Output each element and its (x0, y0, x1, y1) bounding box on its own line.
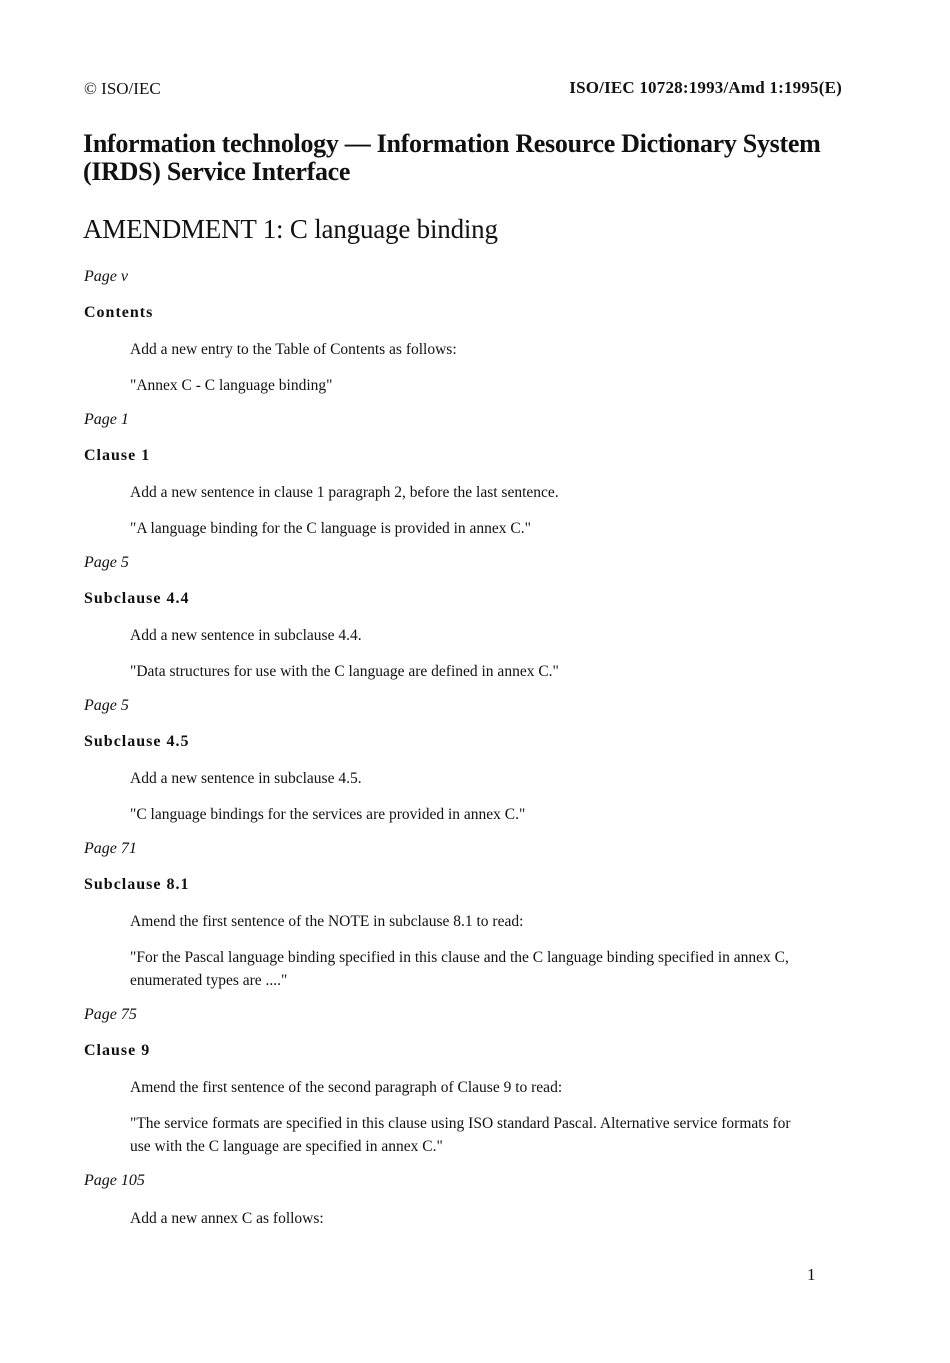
page-reference: Page 105 (84, 1172, 145, 1189)
amendment-text: "Data structures for use with the C language are defined in annex C." (130, 663, 559, 680)
amendment-section (84, 839, 824, 992)
clause-heading: Subclause 4.4 (84, 590, 190, 607)
page-reference: Page 1 (84, 411, 129, 428)
amendment-section (84, 553, 824, 683)
amendment-text: "Annex C - C language binding" (130, 377, 333, 394)
page-number: 1 (807, 1265, 816, 1284)
clause-heading: Subclause 8.1 (84, 876, 190, 893)
standard-reference-header: ISO/IEC 10728:1993/Amd 1:1995(E) (569, 78, 842, 97)
page-reference: Page 5 (84, 554, 129, 571)
instruction-text: Add a new annex C as follows: (130, 1210, 324, 1227)
amendment-section (84, 1171, 824, 1230)
instruction-text: Amend the first sentence of the NOTE in subclause 8.1 to read: (130, 913, 524, 930)
amendment-title: AMENDMENT 1: C language binding (83, 214, 498, 244)
amendment-text: "A language binding for the C language is provided in annex C." (130, 520, 531, 537)
instruction-text: Amend the first sentence of the second paragraph of Clause 9 to read: (130, 1079, 563, 1096)
clause-heading: Subclause 4.5 (84, 733, 190, 750)
clause-heading: Clause 9 (84, 1042, 151, 1059)
amendment-section (84, 696, 824, 826)
instruction-text: Add a new sentence in clause 1 paragraph 2, before the last sentence. (130, 484, 559, 501)
amendment-text: "C language bindings for the services are provided in annex C." (130, 806, 526, 823)
amendment-section (84, 1005, 824, 1158)
page-reference: Page v (84, 268, 128, 285)
instruction-text: Add a new entry to the Table of Contents as follows: (130, 341, 457, 358)
clause-heading: Clause 1 (84, 447, 151, 464)
page-reference: Page 75 (84, 1006, 137, 1023)
instruction-text: Add a new sentence in subclause 4.4. (130, 627, 362, 644)
instruction-text: Add a new sentence in subclause 4.5. (130, 770, 362, 787)
document-title: Information technology — Information Resource Dictionary System (IRDS) Service Interface (83, 129, 821, 186)
page-reference: Page 71 (84, 840, 137, 857)
amendment-section (84, 410, 824, 540)
amendment-text: "For the Pascal language binding specified in this clause and the C language binding specified in annex C, enumerated types are ...." (130, 949, 789, 989)
clause-heading: Contents (84, 304, 154, 321)
amendment-section (84, 267, 824, 397)
amendment-text: "The service formats are specified in this clause using ISO standard Pascal. Alternative service formats for use with the C language are specified in annex C." (130, 1115, 791, 1155)
amendment-sections (84, 267, 824, 1243)
copyright-header: © ISO/IEC (84, 79, 161, 98)
page-reference: Page 5 (84, 697, 129, 714)
